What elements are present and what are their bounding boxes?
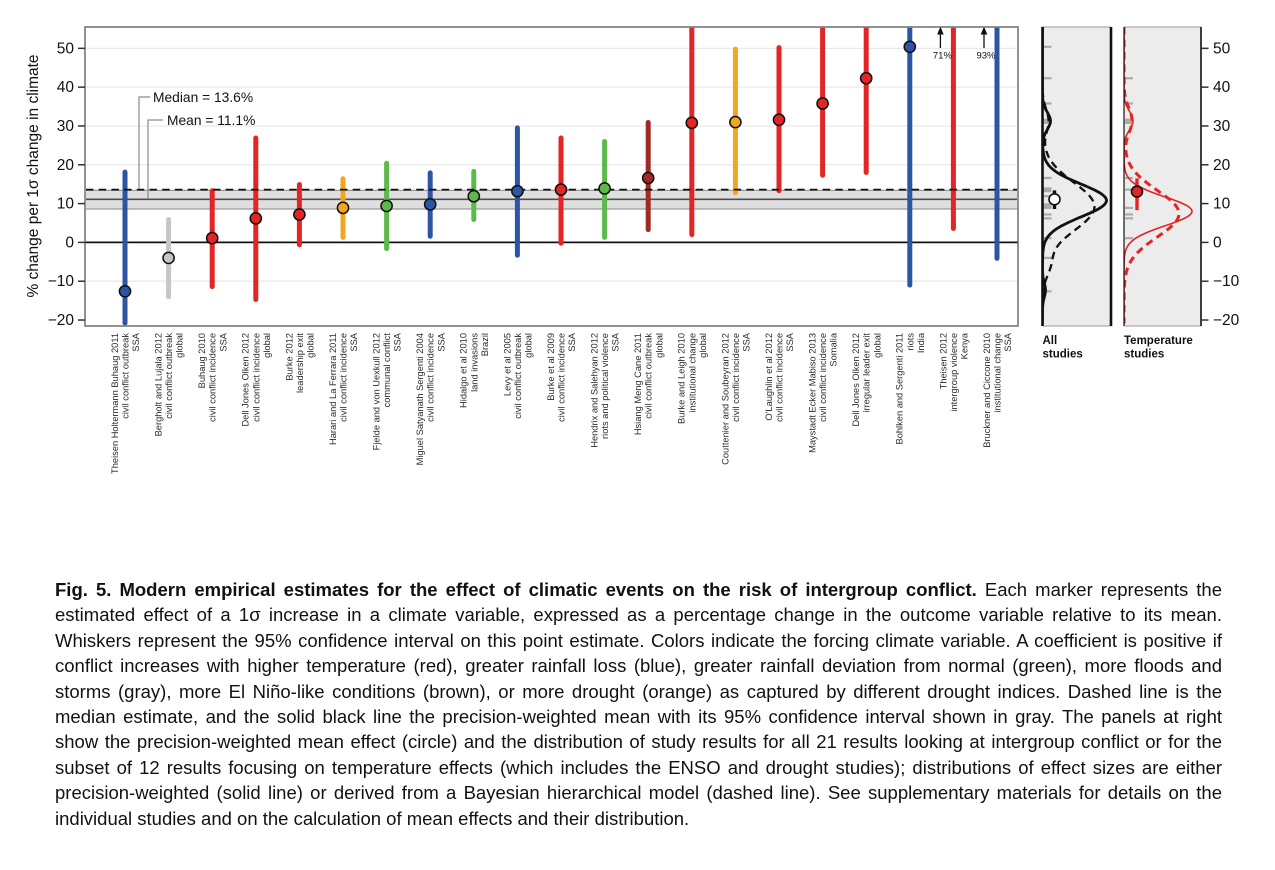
y-axis-tick-label: 30 [56, 117, 74, 135]
panel-title-line: All [1042, 335, 1058, 347]
mean-annotation: Mean = 11.1% [167, 113, 256, 128]
y-axis-tick-label: 50 [56, 40, 74, 58]
study-label [241, 333, 272, 427]
study-marker [555, 184, 566, 195]
study-label-line: riots [905, 333, 916, 351]
study-label [110, 332, 141, 474]
study-label [197, 332, 228, 422]
study-label [154, 333, 185, 437]
study-label [677, 333, 708, 424]
study-label [938, 332, 969, 411]
right-axis-tick-label: 0 [1213, 234, 1222, 252]
study-label-line: leadership exit [294, 333, 305, 393]
study-label-line: Fjelde and von Uexkull 2012 [371, 333, 382, 451]
study-label [982, 332, 1013, 448]
study-marker [207, 233, 218, 244]
study-label-line: civil conflict incidence [425, 333, 436, 422]
panel-background [1124, 27, 1201, 326]
study-label-line: O'Laughlin et al 2012 [763, 333, 774, 421]
study-label-line: Hendrix and Salehyan 2012 [589, 333, 600, 448]
right-axis-tick-label: 20 [1213, 156, 1231, 174]
study-label-line: SSA [392, 333, 403, 352]
study-label [372, 332, 403, 450]
study-marker [119, 286, 130, 297]
study-label-line: civil conflict incidence [774, 333, 785, 422]
study-label-line: civil conflict outbreak [512, 333, 523, 419]
y-axis-title: % change per 1σ change in climate [25, 54, 42, 298]
study-label-line: global [174, 333, 185, 358]
study-marker [817, 98, 828, 109]
study-marker [512, 186, 523, 197]
gridlines-layer [85, 48, 1018, 281]
study-label-line: SSA [436, 333, 447, 352]
study-label-line: civil conflict incidence [818, 333, 829, 422]
study-marker [294, 209, 305, 220]
study-marker [643, 172, 654, 183]
study-labels-layer [110, 332, 1013, 474]
study-label-line: civil conflict incidence [207, 333, 218, 422]
offscale-value-label: 71% [932, 50, 952, 62]
y-axis-tick-label: −10 [47, 273, 74, 291]
study-label-line: SSA [349, 333, 360, 352]
mean-connector-line [148, 120, 163, 198]
study-label [284, 333, 315, 393]
study-marker [599, 183, 610, 194]
study-label-line: irregular leader exit [861, 333, 872, 413]
study-label-line: Bergholt and Lujala 2012 [153, 333, 164, 437]
caption-bold-title: Fig. 5. Modern empirical estimates for the effect of climatic events on the risk of intergroup conflict. [55, 579, 977, 600]
study-label [764, 332, 795, 422]
study-label-line: land invasions [469, 333, 480, 392]
panel-mean-marker [1049, 194, 1060, 205]
study-label [415, 332, 446, 465]
study-marker [904, 41, 915, 52]
y-axis-tick-label: 40 [56, 79, 74, 97]
study-label-line: Dell Jones Olken 2012 [240, 333, 251, 427]
study-label-line: communal conflict [382, 333, 393, 408]
study-label-line: SSA [1003, 333, 1014, 352]
study-marker [686, 117, 697, 128]
study-label [808, 332, 839, 453]
panel-background [1043, 27, 1112, 326]
study-marker [425, 199, 436, 210]
study-label-line: civil conflict incidence [251, 333, 262, 422]
study-label-line: civil conflict outbreak [643, 333, 654, 419]
study-label-line: Burke 2012 [284, 333, 295, 381]
study-label-line: global [697, 333, 708, 358]
right-axis-tick-label: 50 [1213, 40, 1231, 58]
right-axis-tick-label: 40 [1213, 79, 1231, 97]
median-annotation: Median = 13.6% [153, 90, 254, 105]
study-label [502, 333, 533, 419]
panel-temperature-studies [1124, 27, 1201, 361]
study-label [459, 333, 490, 408]
study-label-line: Burke and Leigh 2010 [676, 333, 687, 424]
right-axis-tick-label: −20 [1213, 312, 1240, 330]
study-label [546, 332, 577, 422]
y-axis-tick-label: 20 [56, 156, 74, 174]
study-label [590, 332, 621, 448]
offscale-value-label: 93% [976, 50, 996, 62]
panel-title-line: studies [1124, 348, 1165, 361]
study-marker [337, 202, 348, 213]
study-label-line: Harari and La Ferrara 2011 [327, 333, 338, 445]
study-label-line: Hsiang Meng Cane 2011 [633, 333, 644, 436]
study-label-line: Buhaug 2010 [197, 333, 208, 389]
study-label [895, 332, 926, 444]
study-label-line: civil conflict outbreak [120, 333, 131, 419]
y-axis-tick-label: 10 [56, 195, 74, 213]
study-marker [381, 200, 392, 211]
study-label-line: Burke et al 2009 [545, 333, 556, 401]
study-label-line: SSA [567, 333, 578, 352]
study-label-line: global [523, 333, 534, 358]
study-label-line: civil conflict incidence [338, 333, 349, 422]
study-label-line: Bohlken and Sergenti 2011 [894, 333, 905, 445]
study-label-line: India [915, 333, 926, 354]
study-label-line: civil conflict incidence [556, 333, 567, 422]
right-axis-tick-label: 10 [1213, 195, 1231, 213]
study-label-line: Brazil [479, 333, 490, 357]
study-label-line: Dell Jones Olken 2012 [851, 333, 862, 427]
error-bars-layer [125, 19, 997, 323]
study-label-line: Couttenier and Soubeyran 2012 [720, 333, 731, 465]
study-label-line: SSA [218, 333, 229, 352]
study-label-line: Theisen 2012 [938, 333, 949, 390]
study-label [720, 332, 751, 465]
study-label-line: global [305, 333, 316, 358]
study-marker [730, 116, 741, 127]
study-marker [773, 114, 784, 125]
study-label-line: intergroup violence [948, 333, 959, 412]
study-label-line: Bruckner and Ciccone 2010 [981, 333, 992, 448]
mean-ci-band-layer [86, 190, 1017, 209]
study-marker [861, 73, 872, 84]
figure-caption [55, 577, 1222, 831]
distribution-panels-layer [1043, 27, 1240, 361]
study-label-line: SSA [131, 333, 142, 352]
caption-body-text: Each marker represents the estimated effect of a 1σ increase in a climate variable, expressed as a percentage change in the outcome variable relative to its mean. Whiskers represent the 95% confidence interval on this point estimate. Colors indicate the forcing climate variable. A coefficient is positive if conflict increases with higher temperature (red), greater rainfall loss (blue), greater rainfall deviation from normal (green), more floods and storms (gray), more El Niño-like conditions (brown), or more drought (orange) as captured by different drought indices. Dashed line is the median estimate, and the solid black line the precision-weighted mean with its 95% confidence interval shown in gray. The panels at right show the precision-weighted mean effect (circle) and the distribution of study results for all 21 results looking at intergroup conflict or for the subset of 12 results focusing on temperature effects (which includes the ENSO and drought studies); distributions of effect sizes are either precision-weighted (solid line) or derived from a Bayesian hierarchical model (dashed line). See supplementary materials for details on the individual studies and on the calculation of mean effects and their distribution. [55, 579, 1223, 829]
panel-all-studies [1043, 27, 1112, 361]
study-marker [250, 213, 261, 224]
study-marker [468, 191, 479, 202]
y-axis-tick-label: 0 [65, 234, 74, 252]
study-label-line: SSA [610, 333, 621, 352]
study-label-line: Theisen Holtermann Buhaug 2011 [109, 333, 120, 474]
study-label-line: civil conflict incidence [730, 333, 741, 422]
study-label-line: Hidalgo et al 2010 [458, 333, 469, 408]
panel-title-line: Temperature [1124, 335, 1193, 347]
y-axis-tick-label: −20 [47, 312, 74, 330]
study-label-line: SSA [741, 333, 752, 352]
study-label [851, 333, 882, 427]
right-axis-tick-label: 30 [1213, 117, 1231, 135]
right-axis-tick-label: −10 [1213, 273, 1240, 291]
study-label-line: institutional change [687, 333, 698, 413]
study-label-line: global [654, 333, 665, 358]
study-label-line: global [261, 333, 272, 358]
panel-title-line: studies [1042, 348, 1083, 361]
study-label-line: Miguel Satyanath Sergenti 2004 [415, 333, 426, 466]
study-label [328, 332, 359, 445]
study-label [633, 333, 664, 436]
panel-mean-marker [1132, 186, 1143, 197]
study-label-line: civil conflict outbreak [164, 333, 175, 419]
study-label-line: global [872, 333, 883, 358]
study-label-line: SSA [785, 333, 796, 352]
plot-frame-layer [48, 27, 1018, 329]
study-label-line: Maystadt Ecker Mabiso 2013 [807, 333, 818, 453]
study-label-line: Levy et al 2005 [502, 333, 513, 397]
study-label-line: riots and political violence [600, 333, 611, 439]
study-marker [163, 252, 174, 263]
study-label-line: Kenya [959, 333, 970, 360]
study-label-line: Somalia [828, 333, 839, 367]
study-label-line: institutional change [992, 333, 1003, 413]
